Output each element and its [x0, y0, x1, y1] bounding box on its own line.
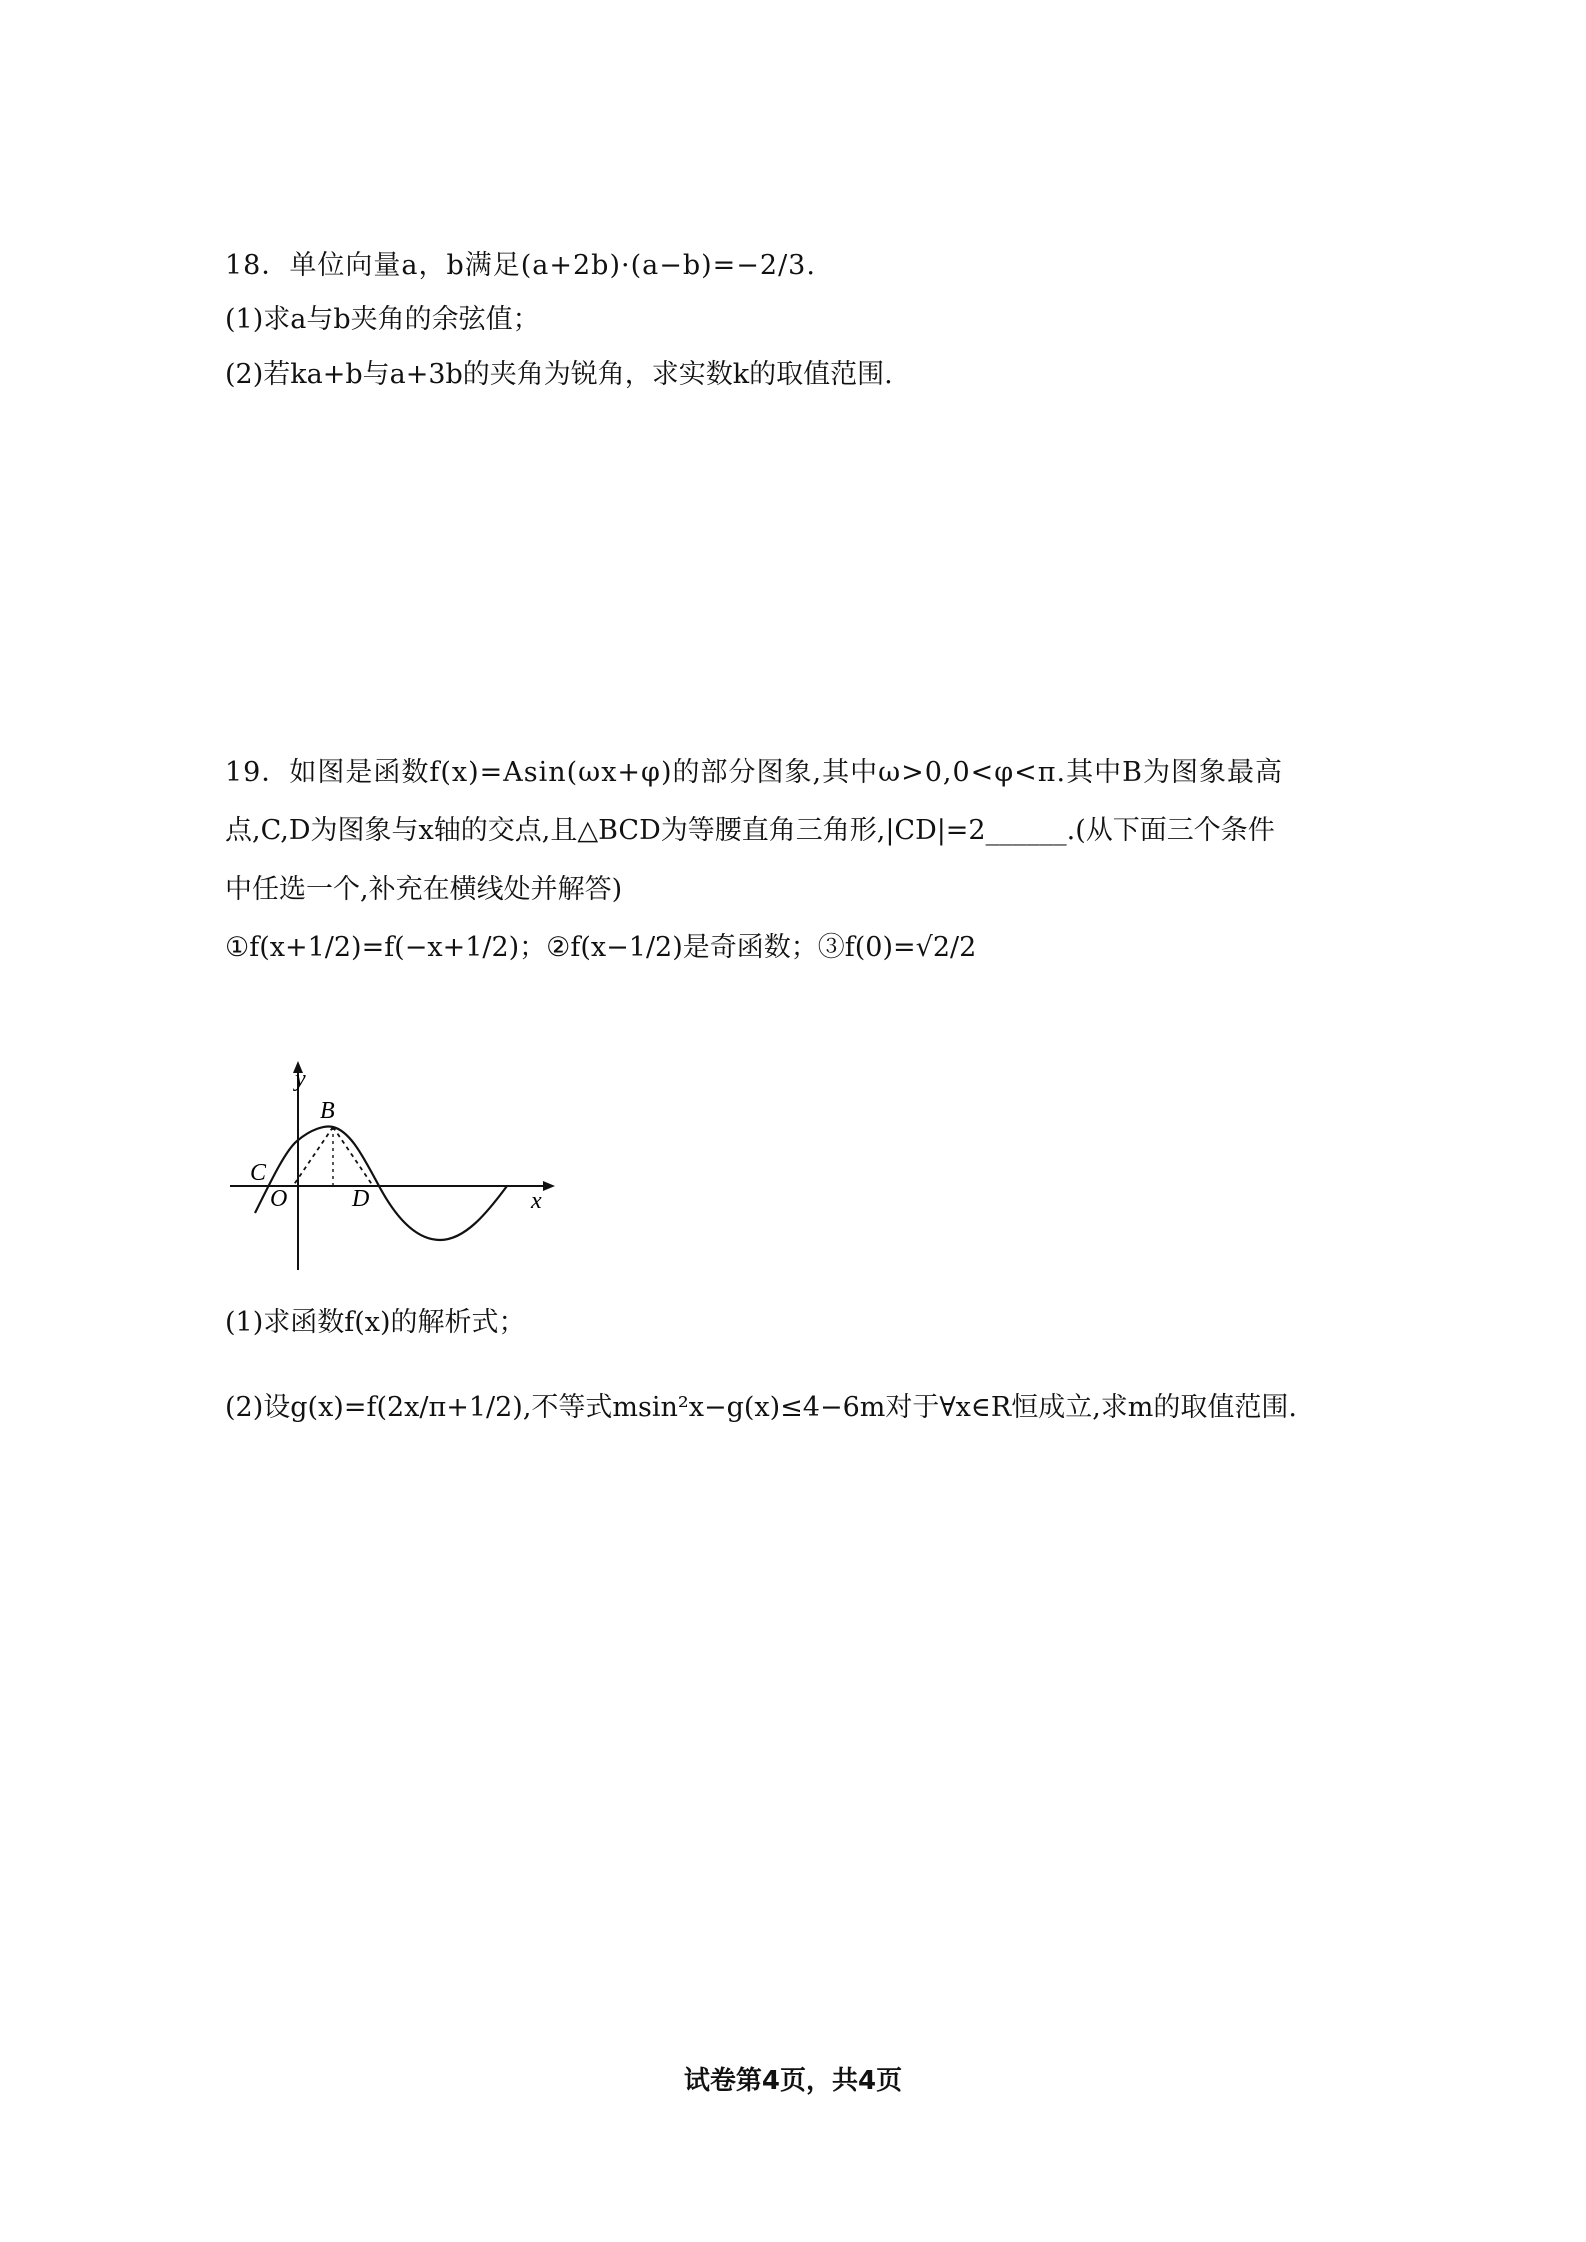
problem-19: [225, 755, 1365, 967]
triangle-side-bd: [333, 1127, 373, 1186]
problem-19-part-1-text: (1)求函数f(x)的解析式；: [225, 1307, 526, 1338]
problem-19-part-2: [225, 1390, 1365, 1426]
problem-19-conditions: ①f(x+1/2)=f(−x+1/2)；②f(x−1/2)是奇函数；③f(0)=√2/2: [225, 932, 977, 964]
problem-19-stem-line-1: 19．如图是函数f(x)=Asin(ωx+φ)的部分图象,其中ω>0,0<φ<π.其中B为图象最高: [225, 757, 1283, 788]
label-c: C: [250, 1160, 267, 1186]
problem-18-part-2: (2)若ka+b与a+3b的夹角为锐角，求实数k的取值范围.: [225, 358, 893, 390]
label-y: y: [295, 1066, 306, 1092]
sine-curve: [255, 1127, 507, 1240]
label-d: D: [352, 1186, 370, 1212]
label-o: O: [270, 1186, 288, 1212]
problem-18-title: 18．单位向量a，b满足(a+2b)·(a−b)=−2/3.: [225, 250, 816, 281]
problem-19-stem-line-2: 点,C,D为图象与x轴的交点,且△BCD为等腰直角三角形,|CD|=2______.(从下面三个条件: [225, 815, 1275, 847]
problem-19-part-2-text: (2)设g(x)=f(2x/π+1/2),不等式msin²x−g(x)≤4−6m对于∀x∈R恒成立,求m的取值范围.: [225, 1392, 1297, 1423]
label-b: B: [320, 1098, 335, 1124]
problem-19-part-1: [225, 1305, 1365, 1341]
function-graph: [225, 1055, 565, 1280]
x-axis-arrow: [543, 1181, 555, 1191]
label-x: x: [531, 1188, 542, 1214]
problem-18-part-1: (1)求a与b夹角的余弦值；: [225, 304, 540, 336]
problem-18: [225, 248, 1365, 393]
page-footer: 试卷第4页，共4页: [683, 2066, 903, 2096]
problem-19-stem-line-3: 中任选一个,补充在横线处并解答): [225, 873, 623, 905]
sine-graph-svg: [225, 1055, 565, 1280]
